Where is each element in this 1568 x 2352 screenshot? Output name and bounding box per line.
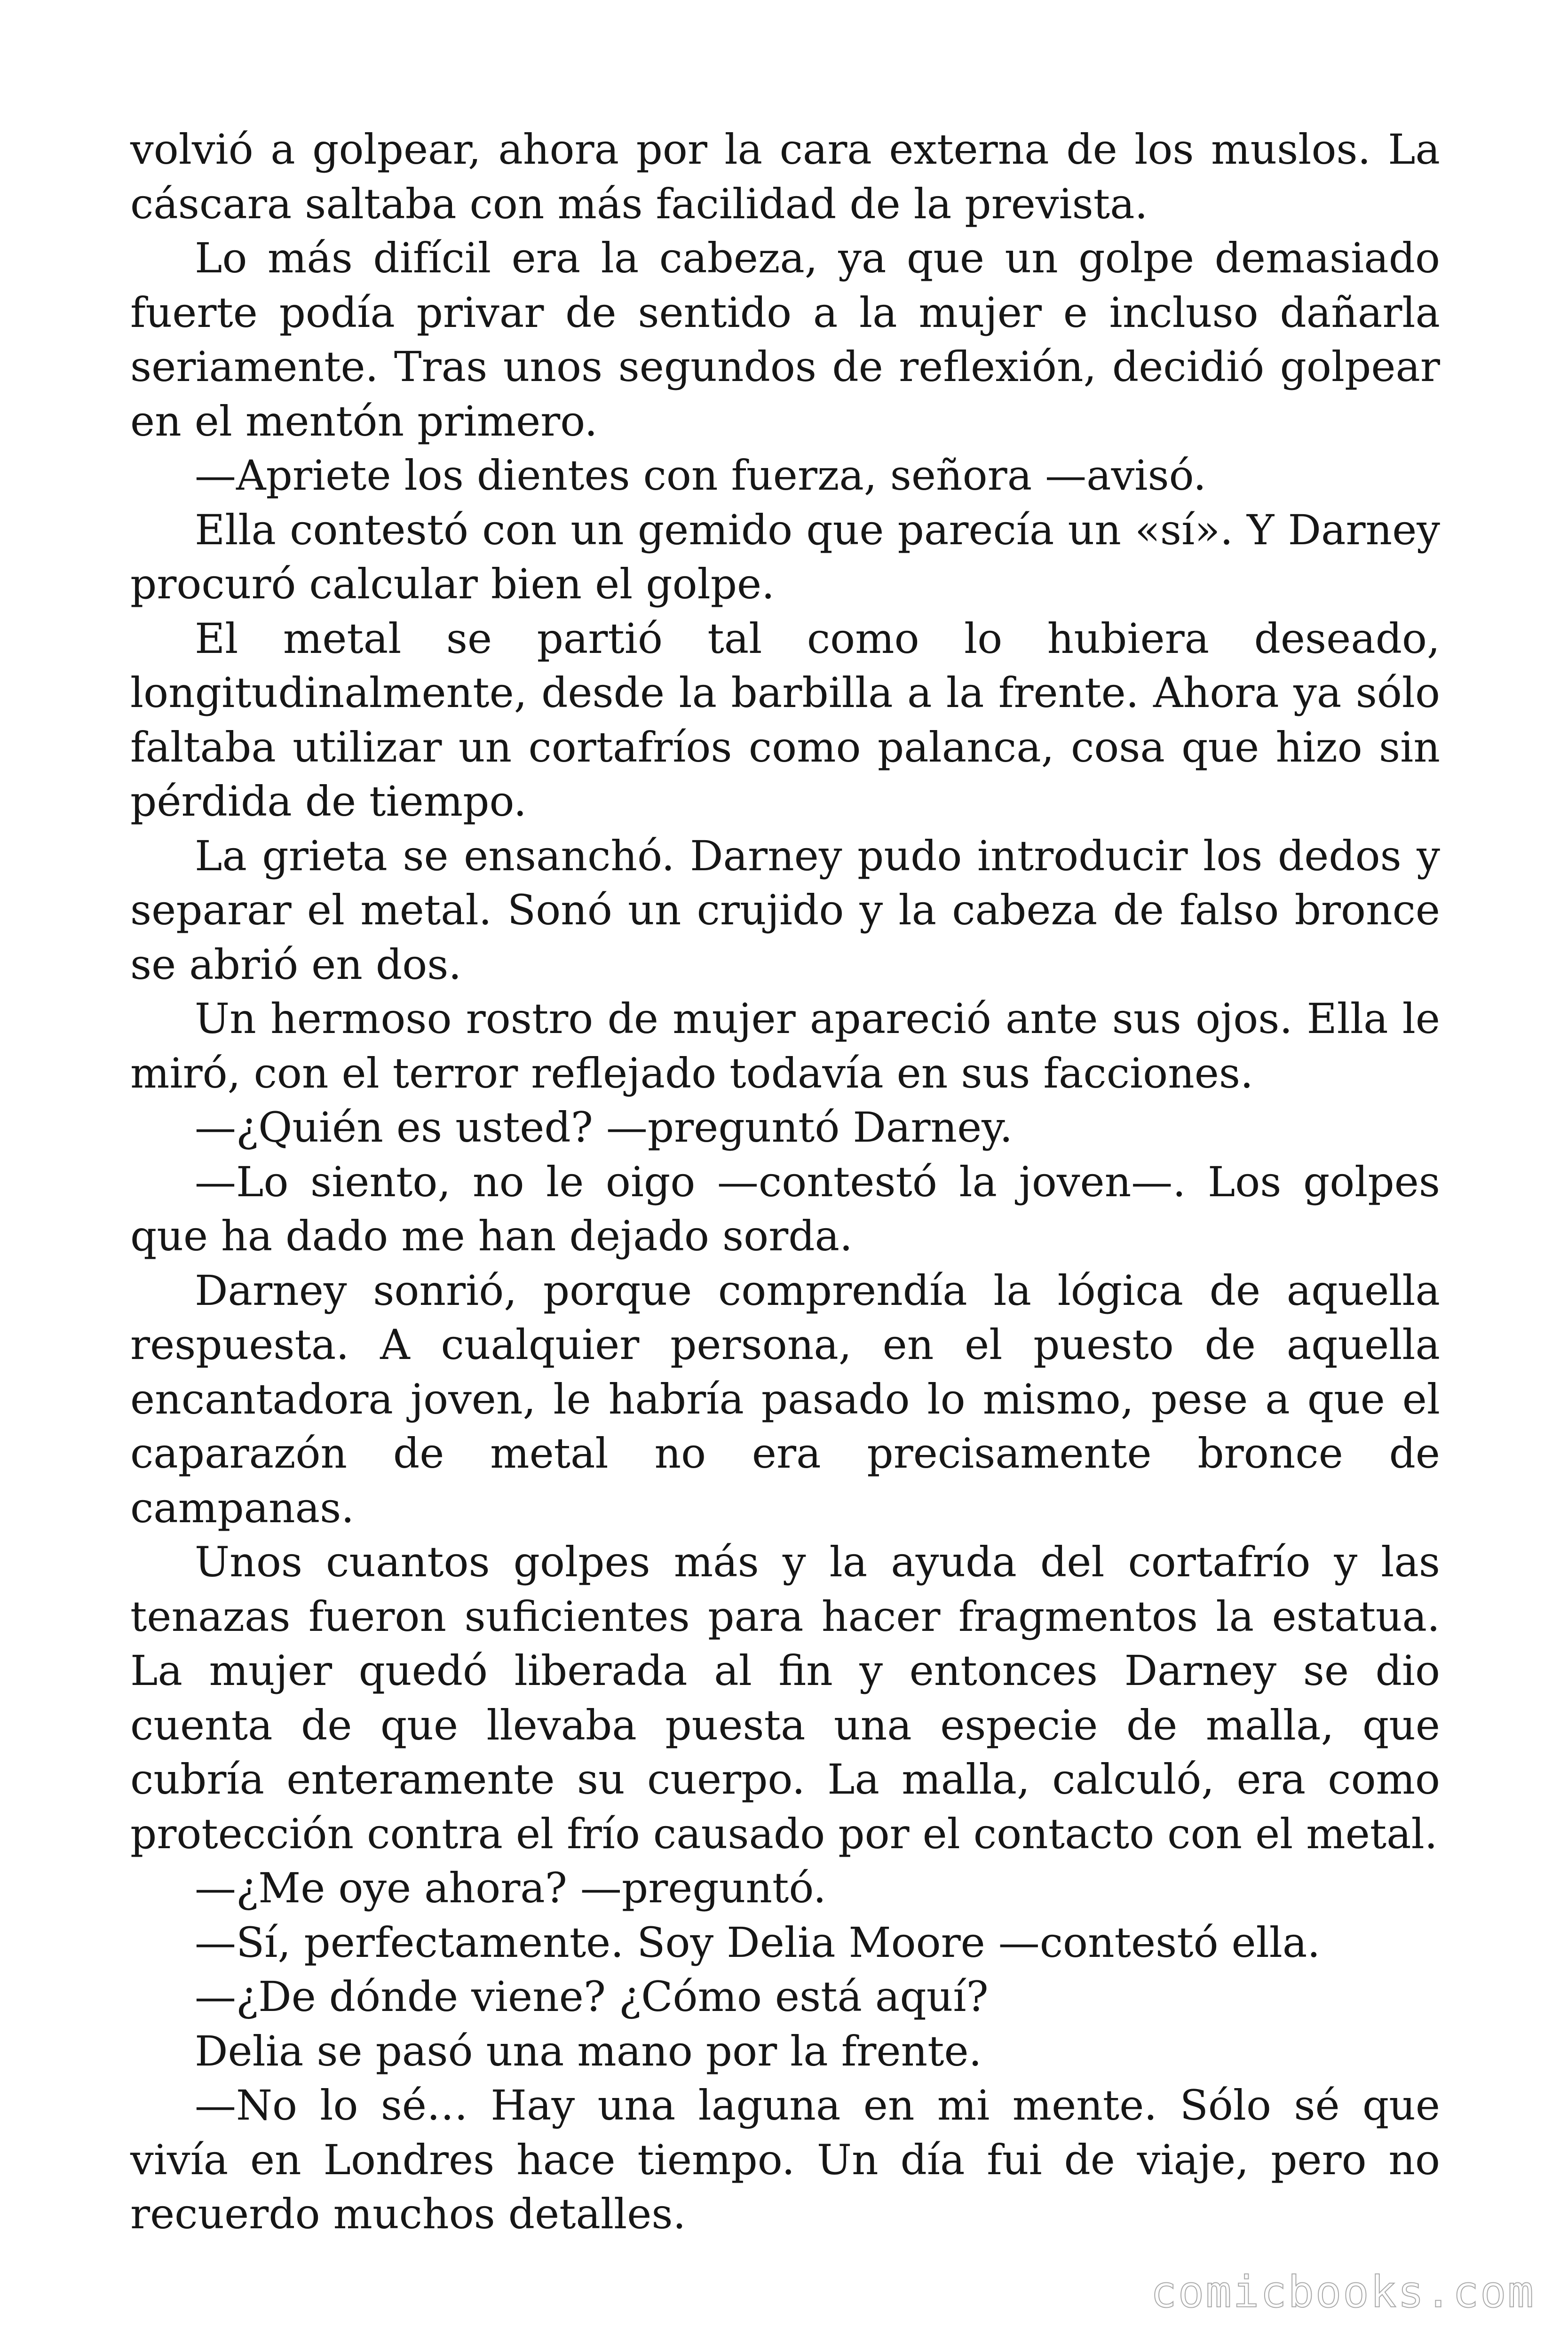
paragraph-9: —Lo siento, no le oigo —contestó la joven—. Los golpes que ha dado me han dejado sorda. [130,1157,1440,1260]
paragraph-15: Delia se pasó una mano por la frente. [195,2026,982,2075]
paragraph-5: El metal se partió tal como lo hubiera deseado, longitudinalmente, desde la barbilla a la frente. Ahora ya sólo faltaba utilizar un cortafríos como palanca, cosa que hizo sin pérdida de tiempo. [130,614,1440,826]
paragraph-11: Unos cuantos golpes más y la ayuda del cortafrío y las tenazas fueron suficientes para hacer fragmentos la estatua. La mujer quedó liberada al fin y entonces Darney se dio cuenta de que llevaba puesta una especie de malla, que cubría enteramente su cuerpo. La malla, calculó, era como protección contra el frío causado por el contacto con el metal. [130,1538,1440,1858]
paragraph-7: Un hermoso rostro de mujer apareció ante sus ojos. Ella le miró, con el terror reflejado todavía en sus facciones. [130,994,1440,1097]
paragraph-14: —¿De dónde viene? ¿Cómo está aquí? [195,1972,989,2021]
paragraph-13: —Sí, perfectamente. Soy Delia Moore —contestó ella. [195,1918,1321,1967]
paragraph-4: Ella contestó con un gemido que parecía un «sí». Y Darney procuró calcular bien el golpe. [130,505,1440,608]
paragraph-6: La grieta se ensanchó. Darney pudo introducir los dedos y separar el metal. Sonó un crujido y la cabeza de falso bronce se abrió en dos. [130,831,1440,989]
paragraph-1: volvió a golpear, ahora por la cara externa de los muslos. La cáscara saltaba con más facilidad de la prevista. [130,125,1440,228]
paragraph-10: Darney sonrió, porque comprendía la lógica de aquella respuesta. A cualquier persona, en el puesto de aquella encantadora joven, le habría pasado lo mismo, pese a que el caparazón de metal no era precisamente bronce de campanas. [130,1266,1440,1532]
paragraph-12: —¿Me oye ahora? —preguntó. [195,1864,826,1912]
paragraph-3: —Apriete los dientes con fuerza, señora —avisó. [195,451,1207,500]
paragraph-8: —¿Quién es usted? —preguntó Darney. [195,1103,1013,1152]
paragraph-16: —No lo sé… Hay una laguna en mi mente. Sólo sé que vivía en Londres hace tiempo. Un día fui de viaje, pero no recuerdo muchos detalles. [130,2081,1440,2238]
watermark: comicbooks.com [1150,2267,1535,2317]
paragraph-2: Lo más difícil era la cabeza, ya que un golpe demasiado fuerte podía privar de sentido a la mujer e incluso dañarla seriamente. Tras unos segundos de reflexión, decidió golpear en el mentón primero. [130,234,1440,445]
book-page-text [130,122,1440,2241]
